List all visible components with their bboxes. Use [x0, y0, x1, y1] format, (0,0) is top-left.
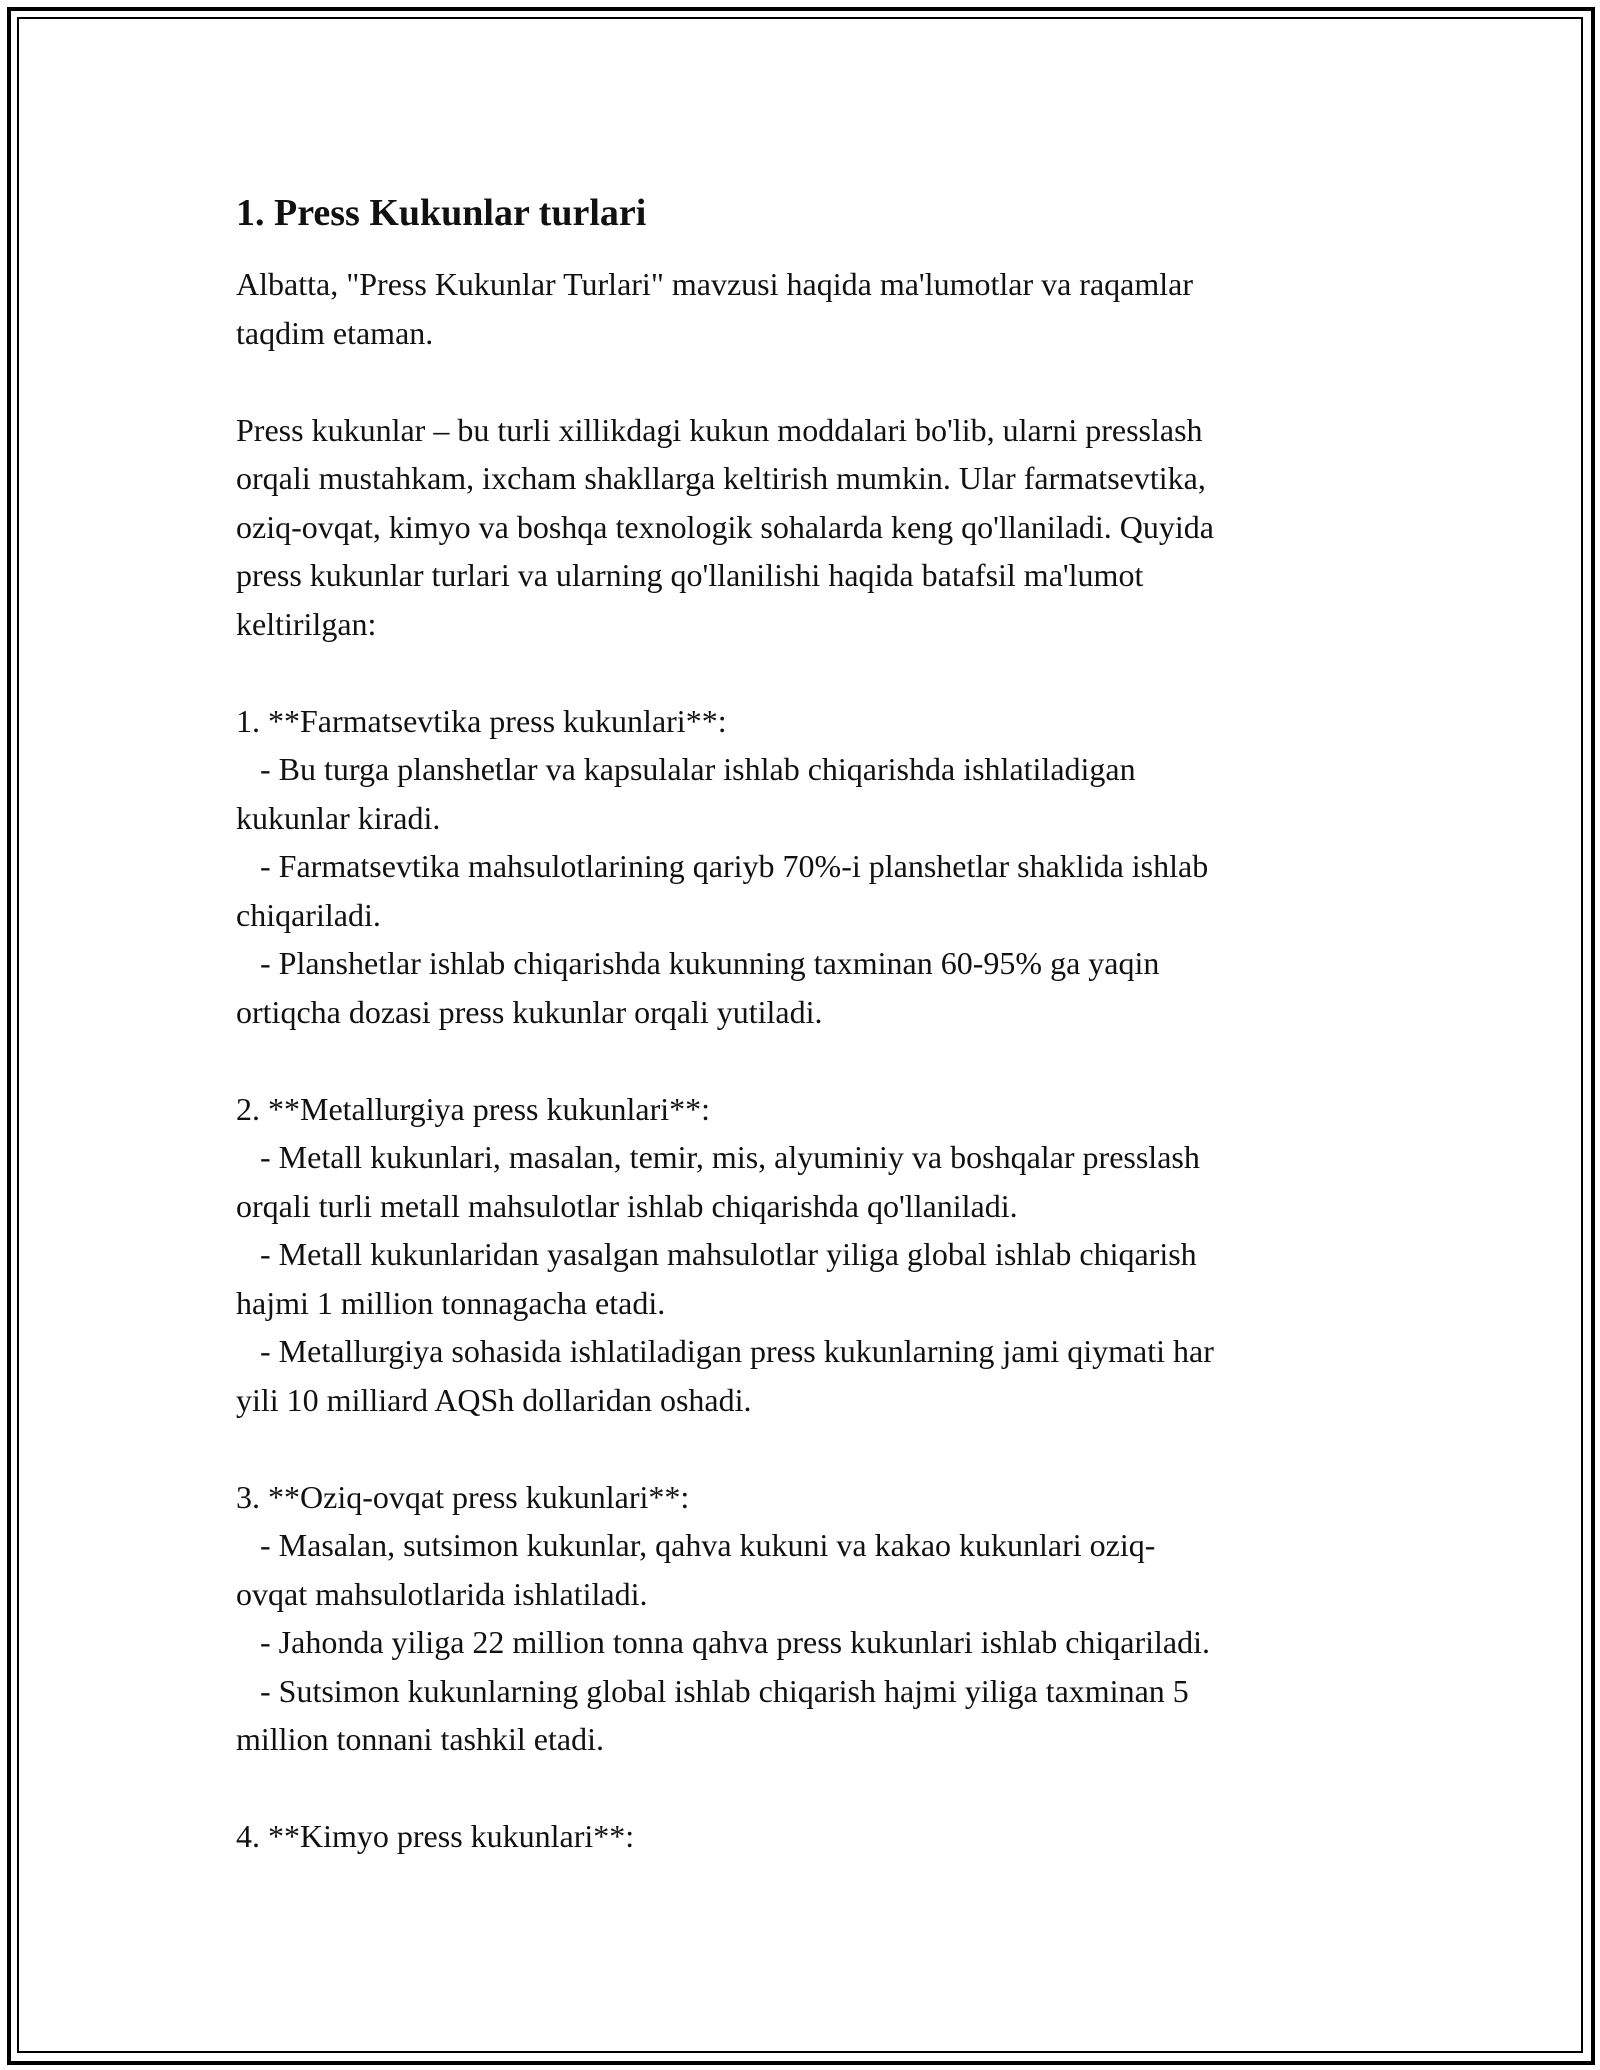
text-line: hajmi 1 million tonnagacha etadi. [236, 1284, 666, 1321]
text-line: - Farmatsevtika mahsulotlarining qariyb 70%-i planshetlar shaklida ishlab [236, 848, 1209, 884]
text-line: ovqat mahsulotlarida ishlatiladi. [236, 1575, 648, 1612]
text-line: orqali turli metall mahsulotlar ishlab chiqarishda qo'llaniladi. [236, 1187, 1018, 1224]
text-line: Albatta, "Press Kukunlar Turlari" mavzusi haqida ma'lumotlar va raqamlar [236, 266, 1193, 302]
text-line: taqdim etaman. [236, 314, 434, 351]
text-line: - Sutsimon kukunlarning global ishlab chiqarish hajmi yiliga taxminan 5 [236, 1672, 1189, 1709]
document-title: 1. Press Kukunlar turlari [236, 192, 647, 234]
text-line: - Masalan, sutsimon kukunlar, qahva kukuni va kakao kukunlari oziq- [236, 1527, 1156, 1563]
section-heading: 1. **Farmatsevtika press kukunlari**: [236, 702, 727, 739]
section-pharmaceutical [236, 697, 1366, 1037]
section-heading: 2. **Metallurgiya press kukunlari**: [236, 1090, 710, 1127]
text-line: press kukunlar turlari va ularning qo'llanilishi haqida batafsil ma'lumot [236, 557, 1144, 593]
section-heading: 3. **Oziq-ovqat press kukunlari**: [236, 1478, 690, 1515]
section-chemistry [236, 1812, 1366, 1861]
section-metallurgy [236, 1085, 1366, 1425]
text-line: ortiqcha dozasi press kukunlar orqali yutiladi. [236, 993, 823, 1030]
text-line: - Metall kukunlaridan yasalgan mahsulotlar yiliga global ishlab chiqarish [236, 1236, 1197, 1272]
text-line: - Planshetlar ishlab chiqarishda kukunning taxminan 60-95% ga yaqin [236, 945, 1160, 981]
text-line: chiqariladi. [236, 896, 381, 933]
section-food [236, 1473, 1366, 1764]
section-heading: 4. **Kimyo press kukunlari**: [236, 1818, 635, 1854]
text-line: orqali mustahkam, ixcham shakllarga keltirish mumkin. Ular farmatsevtika, [236, 460, 1206, 496]
text-line: - Metall kukunlari, masalan, temir, mis, alyuminiy va boshqalar presslash [236, 1139, 1200, 1175]
text-line: kukunlar kiradi. [236, 799, 441, 836]
intro-paragraph [236, 260, 1366, 357]
text-line: - Jahonda yiliga 22 million tonna qahva press kukunlari ishlab chiqariladi. [236, 1624, 1211, 1660]
text-line: - Metallurgiya sohasida ishlatiladigan press kukunlarning jami qiymati har [236, 1333, 1214, 1369]
text-line: Press kukunlar – bu turli xillikdagi kukun moddalari bo'lib, ularni presslash [236, 411, 1203, 448]
text-line: oziq-ovqat, kimyo va boshqa texnologik sohalarda keng qo'llaniladi. Quyida [236, 508, 1214, 545]
document-body [236, 184, 1366, 1909]
text-line: million tonnani tashkil etadi. [236, 1721, 604, 1757]
definition-paragraph [236, 406, 1366, 649]
text-line: yili 10 milliard AQSh dollaridan oshadi. [236, 1381, 752, 1418]
text-line: - Bu turga planshetlar va kapsulalar ishlab chiqarishda ishlatiladigan [236, 751, 1136, 787]
text-line: keltirilgan: [236, 605, 377, 642]
